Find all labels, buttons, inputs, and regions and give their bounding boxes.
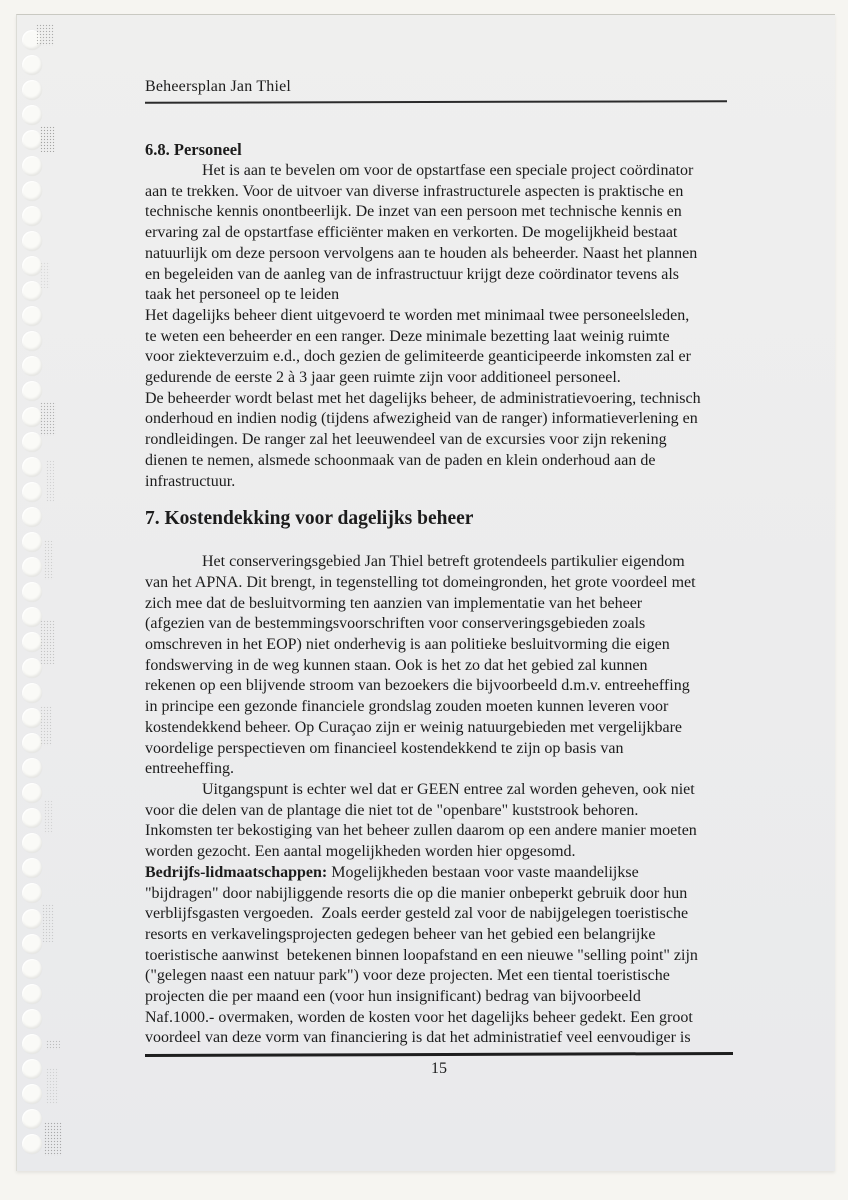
binder-hole — [22, 1059, 42, 1079]
paragraph-line: voordelige perspectieven om financieel kostendekkend te zijn op basis van — [145, 739, 624, 757]
binder-hole — [22, 55, 42, 75]
halftone-noise-patch — [36, 24, 54, 46]
paragraph-line: Uitgangspunt is echter wel dat er GEEN entree zal worden geheven, ook niet — [202, 780, 695, 798]
binder-hole — [22, 156, 42, 176]
halftone-noise-patch — [42, 904, 54, 942]
binder-hole — [22, 256, 42, 276]
halftone-noise-patch — [40, 126, 55, 152]
paragraph-line: "bijdragen" door nabijliggende resorts die op die manier onbeperkt gebruik door hun — [145, 884, 688, 902]
binder-hole — [22, 1034, 42, 1054]
para-conserveringsgebied — [145, 552, 745, 780]
halftone-noise-patch — [46, 1068, 59, 1104]
paragraph-line: (afgezien van de bestemmingsvoorschriften voor conserveringsgebieden zoals — [145, 615, 646, 633]
para-bedrijfs-lidmaatschappen — [145, 863, 745, 1049]
halftone-noise-patch — [40, 620, 55, 664]
halftone-noise-patch — [40, 402, 56, 436]
paragraph-line: voordeel van deze vorm van financiering is dat het administratief veel eenvoudiger is — [145, 1029, 691, 1047]
binder-hole — [22, 733, 42, 753]
paragraph-line: voor ziekteverzuim e.d., doch gezien de gelimiteerde geanticipeerde inkomsten zal er — [145, 348, 691, 366]
paragraph-line: Bedrijfs-lidmaatschappen: Mogelijkheden bestaan voor vaste maandelijkse — [145, 863, 639, 881]
binder-hole — [22, 984, 42, 1004]
binder-hole — [22, 658, 42, 678]
paragraph-line: verblijfsgasten vergoeden. Zoals eerder gesteld zal voor de nabijgelegen toeristische — [145, 905, 689, 923]
binder-hole — [22, 482, 42, 502]
binder-hole — [22, 231, 42, 251]
paragraph-line: Het conserveringsgebied Jan Thiel betreft grotendeels partikulier eigendom — [202, 553, 685, 571]
halftone-noise-patch — [46, 1040, 60, 1050]
paragraph-line: Naf.1000.- overmaken, worden de kosten voor het dagelijks beheer gedekt. Een groot — [145, 1008, 693, 1026]
paragraph-line: rondleidingen. De ranger zal het leeuwendeel van de excursies voor zijn rekening — [145, 431, 667, 449]
section-heading-kostendekking: 7. Kostendekking voor dagelijks beheer — [145, 508, 474, 530]
paragraph-line: worden gezocht. Een aantal mogelijkheden worden hier opgesomd. — [145, 843, 576, 861]
paragraph-line: kostendekkend beheer. Op Curaçao zijn er weinig natuurgebieden met vergelijkbare — [145, 718, 682, 736]
halftone-noise-patch — [40, 262, 50, 288]
document-content — [145, 138, 745, 1049]
binder-hole — [22, 1009, 42, 1029]
paragraph-line: zich mee dat de besluitvorming ten aanzien van implementatie van het beheer — [145, 594, 643, 612]
paragraph-line: te weten een beheerder en een ranger. Deze minimale bezetting laat weinig ruimte — [145, 327, 670, 345]
binder-hole — [22, 783, 42, 803]
binder-hole — [22, 306, 42, 326]
paragraph-line: ervaring zal de opstartfase efficiënter maken en verkorten. De mogelijkheid bestaat — [145, 224, 678, 242]
binder-hole — [22, 432, 42, 452]
halftone-noise-patch — [44, 800, 53, 834]
paragraph-line: omschreven in het EOP) niet onderhevig is aan politieke besluitvorming die eigen — [145, 636, 670, 654]
paragraph-line: De beheerder wordt belast met het dagelijks beheer, de administratievoering, technisch — [145, 389, 701, 407]
paragraph-line: Het dagelijks beheer dient uitgevoerd te worden met minimaal twee personeelsleden, — [145, 306, 690, 324]
paragraph-line: projecten die per maand een (voor hun insignificant) bedrag van bijvoorbeeld — [145, 988, 641, 1006]
paragraph-line: resorts en verkavelingsprojecten gedegen beheer van het gebied een belangrijke — [145, 925, 656, 943]
para-opstartfase — [145, 161, 745, 306]
paragraph-line: gedurende de eerste 2 à 3 jaar geen ruimte zijn voor additioneel personeel. — [145, 369, 621, 387]
binder-hole — [22, 934, 42, 954]
page-number: 15 — [431, 1060, 447, 1077]
paragraph-line: toeristische aanwinst betekenen binnen loopafstand en een nieuwe "selling point" zijn — [145, 946, 698, 964]
paragraph-line: dienen te nemen, alsmede schoonmaak van de paden en klein onderhoud aan de — [145, 451, 656, 469]
halftone-noise-patch — [46, 460, 54, 502]
paragraph-line: onderhoud en indien nodig (tijdens afwezigheid van de ranger) informatieverlening en — [145, 410, 698, 428]
para-beheerder-taken — [145, 389, 745, 493]
binder-hole — [22, 959, 42, 979]
paragraph-line: Het is aan te bevelen om voor de opstartfase een speciale project coördinator — [202, 162, 694, 179]
paragraph-line: infrastructuur. — [145, 472, 236, 490]
binder-hole — [22, 407, 42, 427]
paragraph-line: fondswerving in de weg kunnen staan. Ook is het zo dat het gebied zal kunnen — [145, 656, 648, 674]
binder-hole — [22, 683, 42, 703]
para-dagelijks-beheer — [145, 306, 745, 389]
paragraph-line: technische kennis onontbeerlijk. De inzet van een persoon met technische kennis en — [145, 203, 682, 221]
halftone-noise-patch — [40, 706, 52, 746]
halftone-noise-patch — [44, 540, 54, 580]
binder-hole — [22, 507, 42, 527]
halftone-noise-patch — [44, 1122, 62, 1156]
paragraph-line: en begeleiden van de aanleg van de infrastructuur krijgt deze coördinator tevens als — [145, 265, 679, 283]
paragraph-line: in principe een gezonde financiele grondslag zouden moeten kunnen leveren voor — [145, 698, 669, 716]
paragraph-line: rekenen op een blijvende stroom van bezoekers die bijvoorbeeld d.m.v. entreeheffing — [145, 677, 690, 695]
paragraph-line: Inkomsten ter bekostiging van het beheer zullen daarom op een andere manier moeten — [145, 822, 697, 840]
binder-hole — [22, 808, 42, 828]
para-uitgangspunt — [145, 780, 745, 863]
page-header-title: Beheersplan Jan Thiel — [145, 78, 292, 95]
binder-hole — [22, 457, 42, 477]
binder-hole — [22, 758, 42, 778]
section-heading-personeel: 6.8. Personeel — [145, 140, 242, 159]
paragraph-line: entreeheffing. — [145, 760, 234, 778]
paragraph-line: natuurlijk om deze persoon vervolgens aan te houden als beheerder. Naast het plannen — [145, 244, 698, 262]
paragraph-line: aan te trekken. Voor de uitvoer van diverse infrastructurele aspecten is praktische en — [145, 182, 684, 200]
binder-hole — [22, 909, 42, 929]
binder-hole — [22, 557, 42, 577]
binder-hole — [22, 708, 42, 728]
binder-hole — [22, 532, 42, 552]
binder-hole — [22, 206, 42, 226]
paragraph-line: taak het personeel op te leiden — [145, 286, 340, 304]
paragraph-line: van het APNA. Dit brengt, in tegenstelling tot domeingronden, het grote voordeel met — [145, 573, 696, 591]
binder-hole — [22, 281, 42, 301]
binder-hole — [22, 181, 42, 201]
paragraph-line: ("gelegen naast een natuur park") voor deze projecten. Met een tiental toeristische — [145, 967, 670, 985]
paragraph-line: voor die delen van de plantage die niet tot de "openbare" kuststrook behoren. — [145, 801, 639, 819]
